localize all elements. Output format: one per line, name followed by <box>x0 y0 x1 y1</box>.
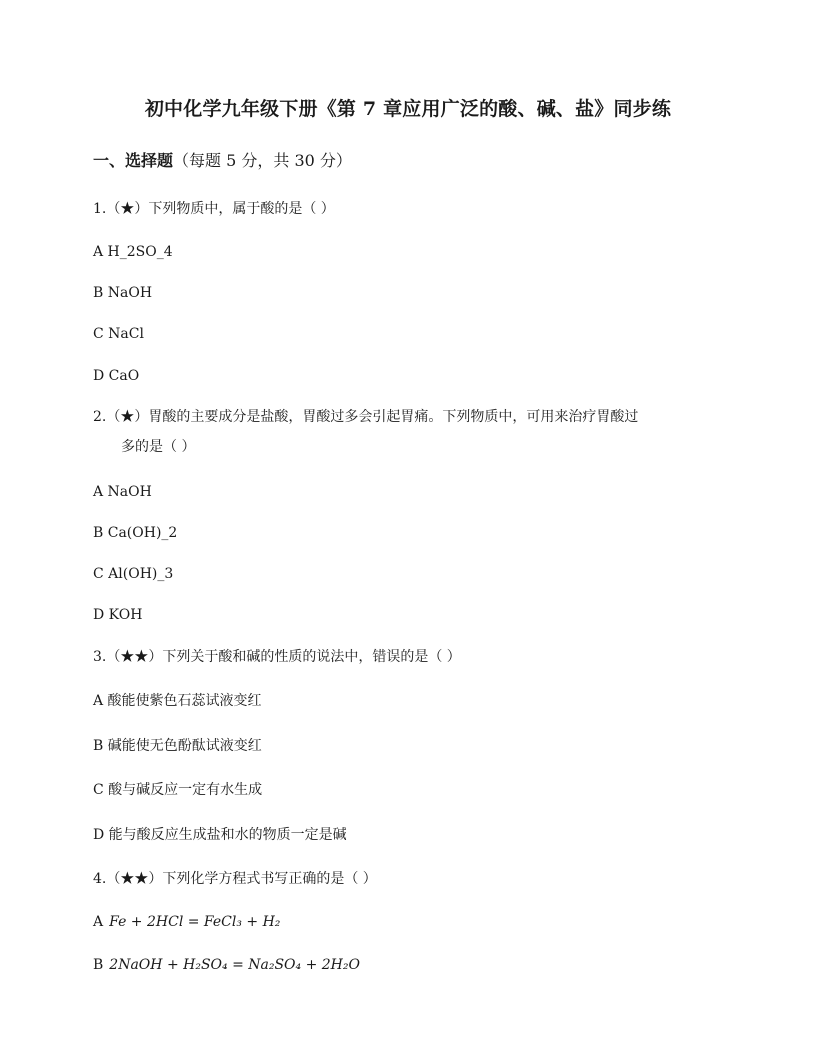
option-letter: B <box>93 957 104 973</box>
question-2-option-c: C Al(OH)_3 <box>93 566 174 582</box>
question-3-stem: 3.（★★）下列关于酸和碱的性质的说法中，错误的是（ ） <box>93 649 461 665</box>
section-number: 一、 <box>93 151 126 170</box>
question-4-option-a <box>93 912 280 932</box>
question-3-option-a: A 酸能使紫色石蕊试液变红 <box>93 693 262 709</box>
question-1-option-d: D CaO <box>93 368 140 384</box>
question-2-option-b: B Ca(OH)_2 <box>93 525 178 541</box>
section-note: （每题 5 分，共 30 分） <box>173 151 352 170</box>
question-2-stem-line1: 2.（★）胃酸的主要成分是盐酸，胃酸过多会引起胃痛。下列物质中，可用来治疗胃酸过 <box>93 409 639 425</box>
question-4-stem: 4.（★★）下列化学方程式书写正确的是（ ） <box>93 871 377 887</box>
question-1-option-c: C NaCl <box>93 326 144 342</box>
question-2-option-a: A NaOH <box>93 484 152 500</box>
question-4-option-b <box>93 955 360 975</box>
option-letter: A <box>93 914 104 930</box>
question-2-option-d: D KOH <box>93 607 143 623</box>
equation: 2NaOH + H₂SO₄ = Na₂SO₄ + 2H₂O <box>109 957 360 973</box>
section-name: 选择题 <box>125 151 174 170</box>
question-3-option-b: B 碱能使无色酚酞试液变红 <box>93 738 262 754</box>
question-3-option-c: C 酸与碱反应一定有水生成 <box>93 782 263 798</box>
question-1-option-a: A H_2SO_4 <box>93 244 173 260</box>
question-2-stem-line2: 多的是（ ） <box>121 439 196 455</box>
question-1-option-b: B NaOH <box>93 285 153 301</box>
document-title: 初中化学九年级下册《第 7 章应用广泛的酸、碱、盐》同步练 <box>144 98 672 120</box>
equation: Fe + 2HCl = FeCl₃ + H₂ <box>109 914 281 930</box>
section-heading <box>93 149 352 173</box>
question-3-option-d: D 能与酸反应生成盐和水的物质一定是碱 <box>93 827 347 843</box>
question-1-stem: 1.（★）下列物质中，属于酸的是（ ） <box>93 201 335 217</box>
